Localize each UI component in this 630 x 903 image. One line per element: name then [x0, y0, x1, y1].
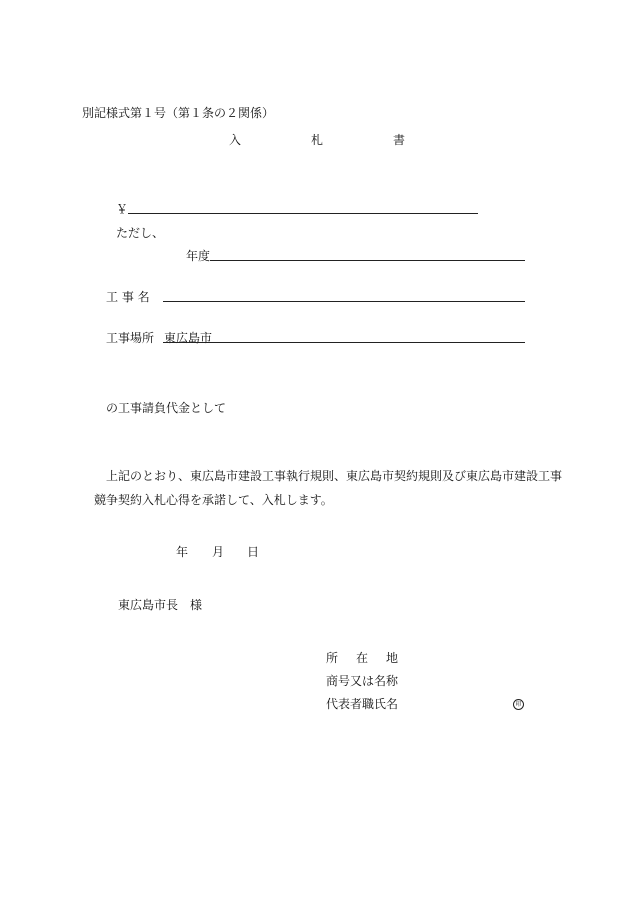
location-char-2: 在	[356, 651, 369, 665]
location-char-1: 所	[326, 651, 339, 665]
addressee: 東広島市長 様	[118, 598, 203, 612]
project-site-value: 東広島市	[164, 331, 213, 345]
tadashi-label: ただし、	[116, 226, 165, 240]
date-year: 年	[176, 545, 189, 559]
purpose-text: の工事請負代金として	[106, 401, 227, 415]
nendo-field-line[interactable]	[210, 260, 525, 261]
project-name-field-line[interactable]	[163, 301, 525, 302]
location-char-3: 地	[386, 651, 399, 665]
title-char-2: 札	[311, 133, 324, 147]
representative-label: 代表者職氏名	[326, 697, 399, 711]
trade-name-label: 商号又は名称	[326, 674, 399, 688]
date-month: 月	[212, 545, 225, 559]
seal-mark-icon: 印	[513, 699, 524, 710]
project-name-label: 工 事 名	[106, 290, 150, 304]
title-char-1: 入	[229, 133, 242, 147]
amount-field-line[interactable]	[128, 213, 478, 214]
body-paragraph-line-1: 上記のとおり、東広島市建設工事執行規則、東広島市契約規則及び東広島市建設工事	[106, 469, 563, 483]
title-char-3: 書	[393, 133, 406, 147]
date-day: 日	[247, 545, 260, 559]
project-site-label: 工事場所	[106, 331, 155, 345]
nendo-label: 年度	[186, 249, 211, 263]
body-paragraph-line-2: 競争契約入札心得を承諾して、入札します。	[94, 493, 333, 507]
yen-symbol: ￥	[116, 202, 129, 216]
project-site-field-line[interactable]	[163, 342, 525, 343]
form-reference: 別記様式第１号（第１条の２関係）	[82, 106, 275, 120]
